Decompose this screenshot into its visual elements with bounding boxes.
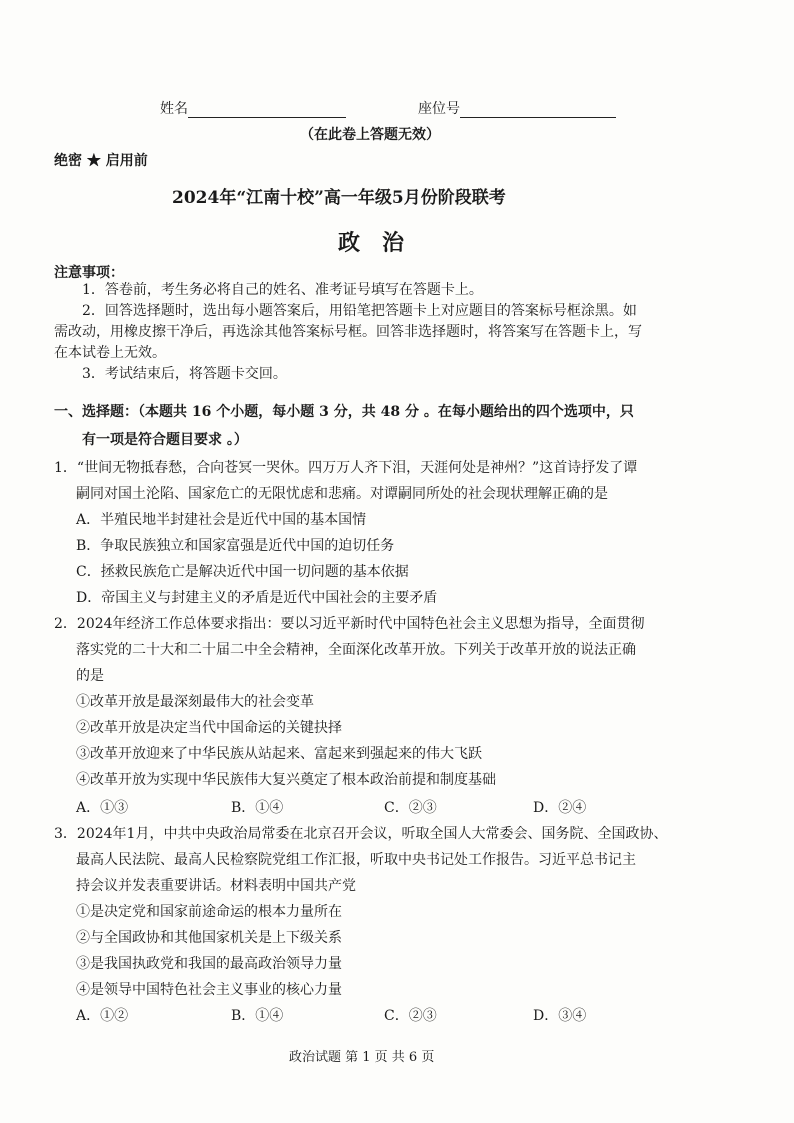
question-stem: 的是 xyxy=(76,668,104,684)
exam-title: 2024年“江南十校”高一年级5月份阶段联考 xyxy=(172,188,506,208)
choice-d: D．②④ xyxy=(533,800,587,816)
name-field xyxy=(160,98,346,118)
statement-item: ①改革开放是最深刻最伟大的社会变革 xyxy=(76,694,314,710)
choice-c: C．②③ xyxy=(384,800,437,816)
statement-item: ③是我国执政党和我国的最高政治领导力量 xyxy=(76,956,342,972)
secret-mark: 绝密 ★ 启用前 xyxy=(54,153,148,169)
question-stem: 最高人民法院、最高人民检察院党组工作汇报，听取中央书记处工作报告。习近平总书记主 xyxy=(76,852,636,868)
name-blank xyxy=(188,101,346,118)
name-label: 姓名 xyxy=(160,101,188,117)
invalid-note: （在此卷上答题无效） xyxy=(300,127,440,143)
option-a: A．半殖民地半封建社会是近代中国的基本国情 xyxy=(76,512,367,528)
notes-heading: 注意事项： xyxy=(54,265,124,281)
question-stem: 持会议并发表重要讲话。材料表明中国共产党 xyxy=(76,878,356,894)
statement-item: ④改革开放为实现中华民族伟大复兴奠定了根本政治前提和制度基础 xyxy=(76,772,496,788)
choice-d: D．③④ xyxy=(533,1008,587,1024)
seat-label: 座位号 xyxy=(418,101,460,117)
choice-b: B．①④ xyxy=(231,1008,284,1024)
choice-a: A．①② xyxy=(76,1008,129,1024)
statement-item: ③改革开放迎来了中华民族从站起来、富起来到强起来的伟大飞跃 xyxy=(76,746,482,762)
question-stem: 2．2024年经济工作总体要求指出：要以习近平新时代中国特色社会主义思想为指导，全面贯彻 xyxy=(54,616,645,632)
question-stem: 落实党的二十大和二十届二中全会精神，全面深化改革开放。下列关于改革开放的说法正确 xyxy=(76,642,636,658)
statement-item: ①是决定党和国家前途命运的根本力量所在 xyxy=(76,904,342,920)
notes-line: 在本试卷上无效。 xyxy=(54,345,166,361)
statement-item: ④是领导中国特色社会主义事业的核心力量 xyxy=(76,982,342,998)
notes-line: 需改动，用橡皮擦干净后，再选涂其他答案标号框。回答非选择题时，将答案写在答题卡上，写 xyxy=(54,324,642,340)
statement-item: ②与全国政协和其他国家机关是上下级关系 xyxy=(76,930,342,946)
notes-line: 2．回答选择题时，选出每小题答案后，用铅笔把答题卡上对应题目的答案标号框涂黑。如 xyxy=(82,303,637,319)
section-heading: 一、选择题：（本题共 16 个小题，每小题 3 分，共 48 分 。在每小题给出的四个选项中，只 xyxy=(54,404,634,420)
seat-field xyxy=(418,98,616,118)
question-stem: 3．2024年1月，中共中央政治局常委在北京召开会议，听取全国人大常委会、国务院、全国政协、 xyxy=(54,826,668,842)
option-b: B．争取民族独立和国家富强是近代中国的迫切任务 xyxy=(76,538,395,554)
choice-a: A．①③ xyxy=(76,800,129,816)
notes-line: 3．考试结束后，将答题卡交回。 xyxy=(82,366,287,382)
statement-item: ②改革开放是决定当代中国命运的关键抉择 xyxy=(76,720,342,736)
notes-line: 1．答卷前，考生务必将自己的姓名、准考证号填写在答题卡上。 xyxy=(82,282,483,298)
page-footer: 政治试题 第 1 页 共 6 页 xyxy=(289,1050,435,1065)
question-stem: 嗣同对国土沦陷、国家危亡的无限忧虑和悲痛。对谭嗣同所处的社会现状理解正确的是 xyxy=(76,486,608,502)
option-d: D．帝国主义与封建主义的矛盾是近代中国社会的主要矛盾 xyxy=(76,590,438,606)
option-c: C．拯救民族危亡是解决近代中国一切问题的基本依据 xyxy=(76,564,409,580)
page-title: 政 治 xyxy=(338,230,405,256)
choice-c: C．②③ xyxy=(384,1008,437,1024)
seat-blank xyxy=(460,101,616,118)
choice-b: B．①④ xyxy=(231,800,284,816)
section-heading-cont: 有一项是符合题目要求 。） xyxy=(82,432,248,448)
question-stem: 1．“世间无物抵春愁，合向苍冥一哭休。四万万人齐下泪，天涯何处是神州？”这首诗抒发了谭 xyxy=(54,460,638,476)
